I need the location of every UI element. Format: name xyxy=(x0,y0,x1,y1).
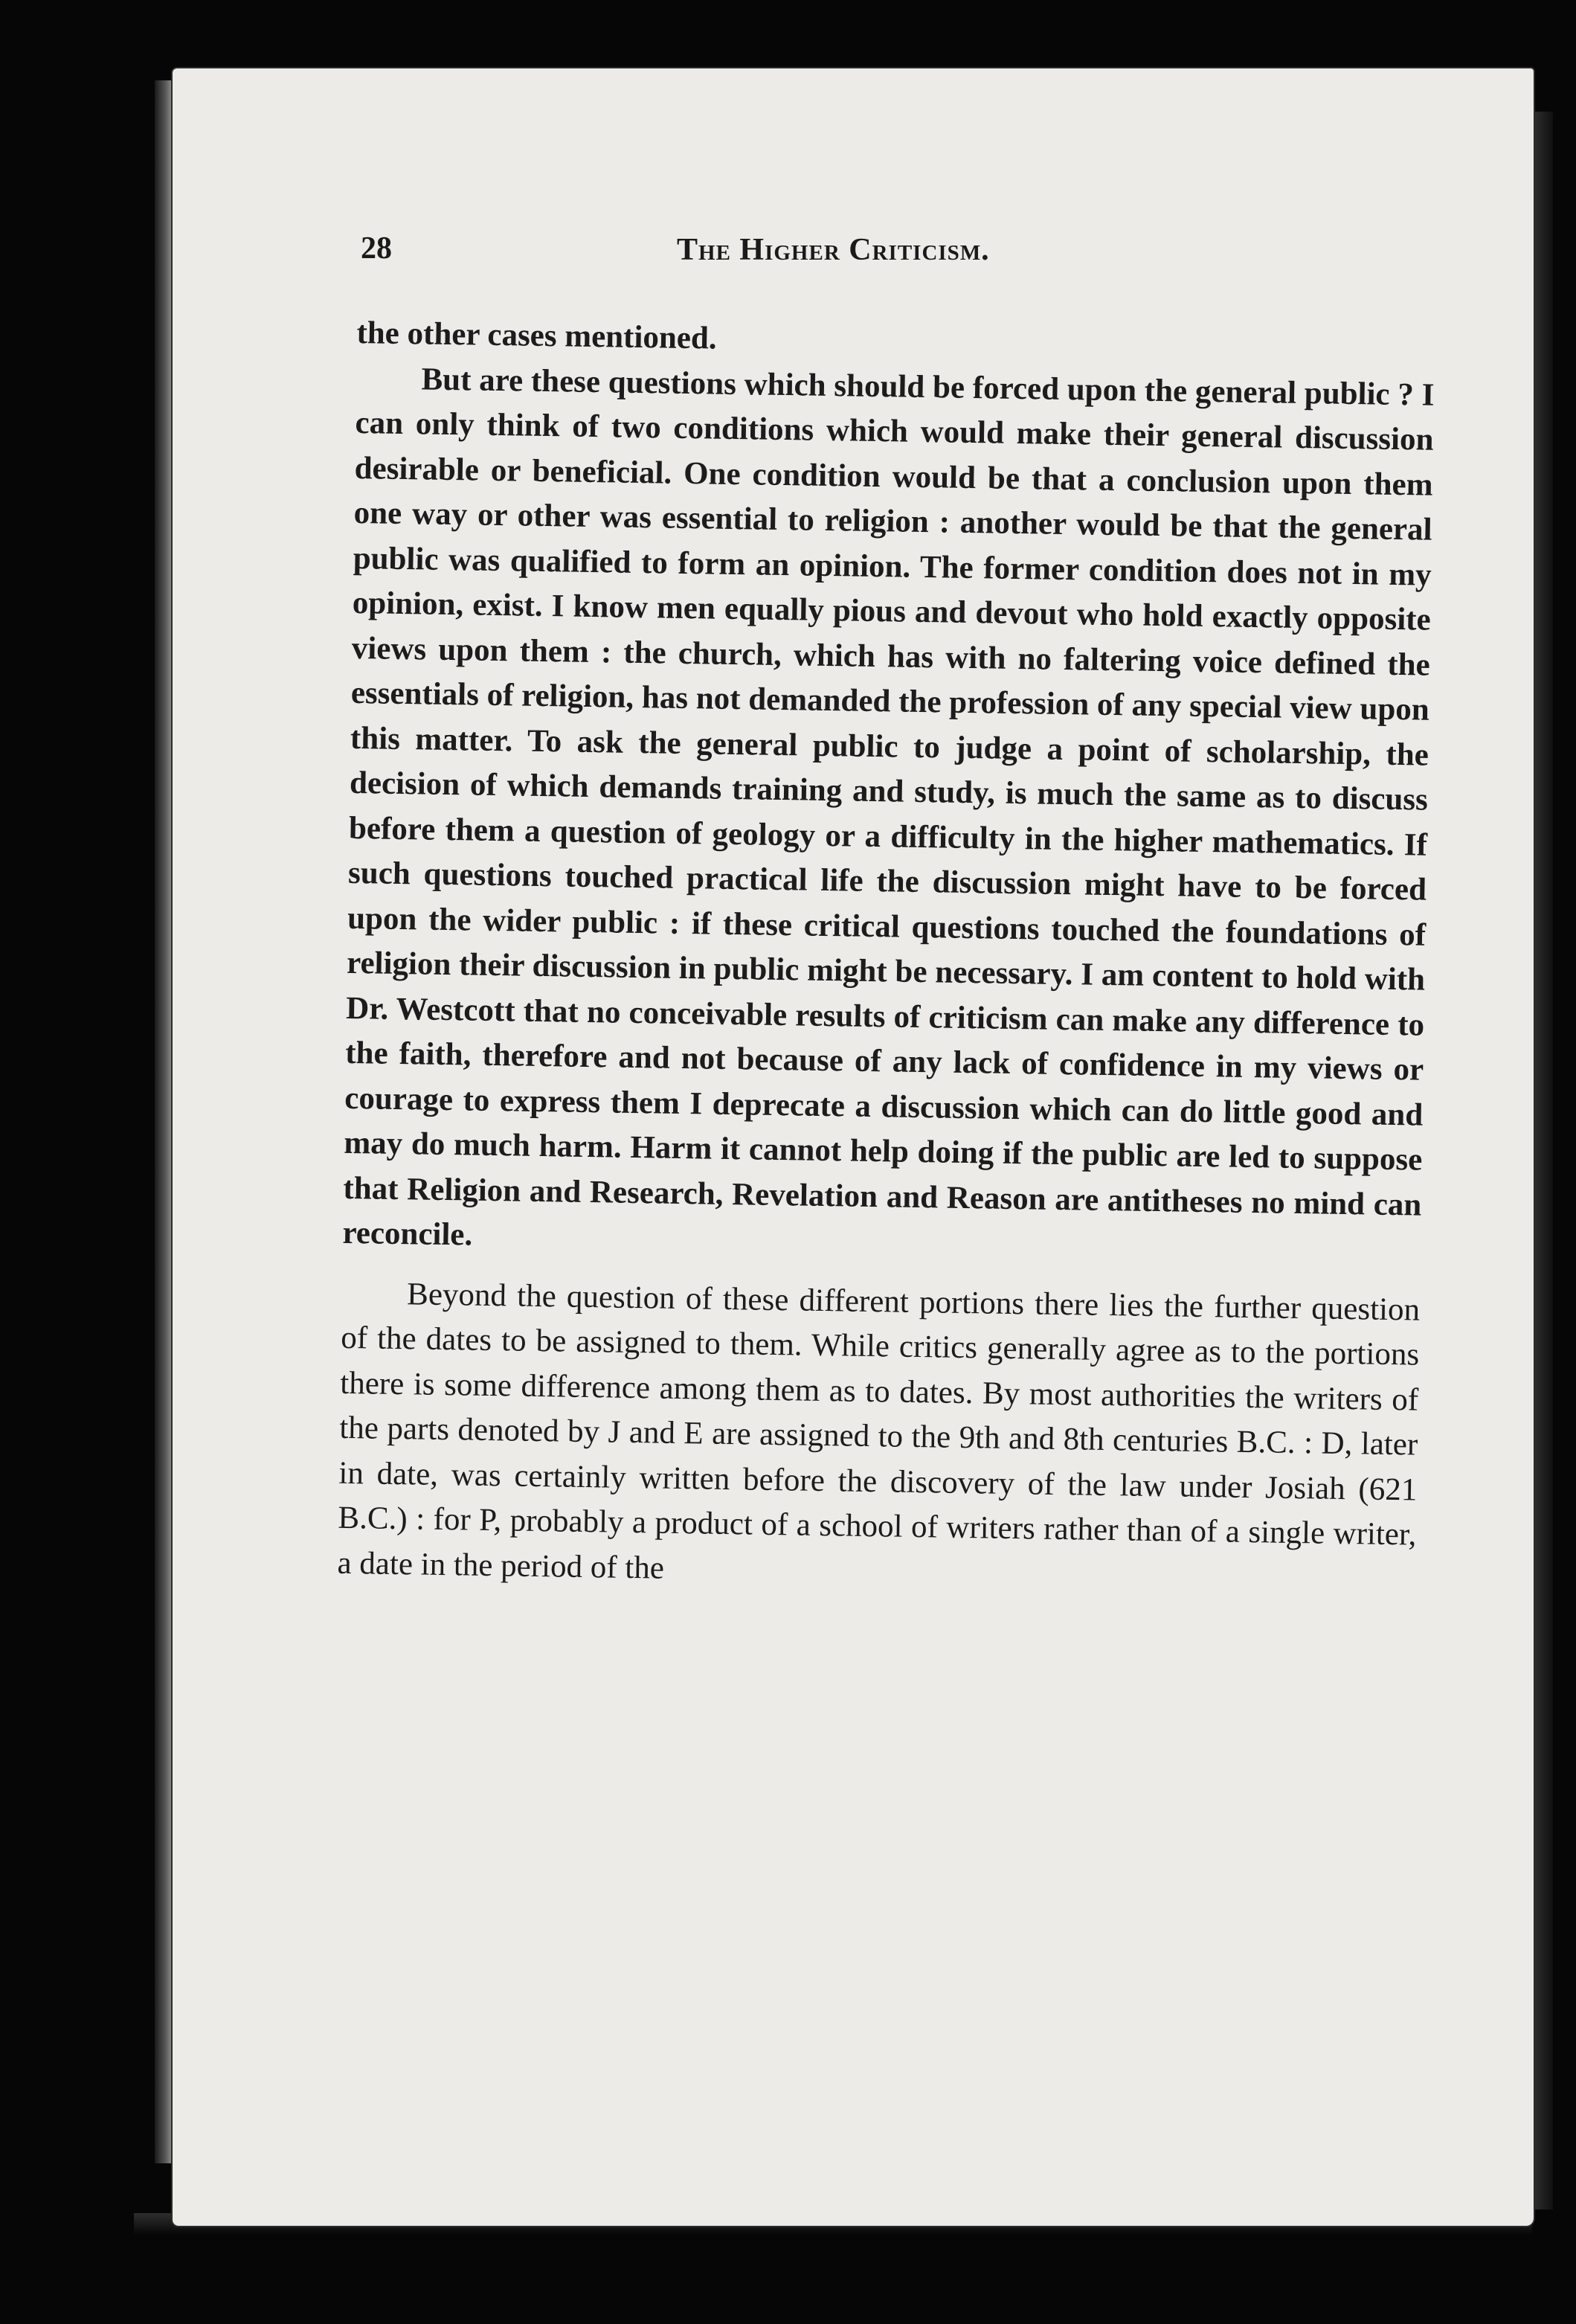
page-number: 28 xyxy=(361,231,392,266)
paragraph-public-discussion: But are these questions which should be forced upon the general public ? I can only think of two conditions which would make their general discussion desirable or beneficial. One condition would be that a conclusion upon them one way or other was essential to religion : another would be that the general public was qualified to form an opinion. The former condition does not in my opinion, exist. I know men equally pious and devout who hold exactly opposite views upon them : the church, which has with no faltering voice defined the essentials of religion, has not demanded the profession of any special view upon this matter. To ask the general public to judge a point of scholarship, the decision of which demands training and study, is much the same as to discuss before them a question of geology or a difficulty in the higher mathematics. If such questions touched practical life the discussion might have to be forced upon the wider public : if these critical questions touched the foundations of religion their discussion in public might be necessary. I am content to hold with Dr. Westcott that no conceivable results of criticism can make any difference to the faith, therefore and not because of any lack of confidence in my views or courage to express them I deprecate a discussion which can do little good and may do much harm. Harm it cannot help doing if the public are led to suppose that Religion and Research, Revelation and Reason are antitheses no mind can reconcile. xyxy=(342,361,1435,1253)
paragraph-continuation: the other cases mentioned. xyxy=(356,315,717,356)
paragraph-dates: Beyond the question of these different portions there lies the further question of the dates to be assigned to them. While critics generally agree as to the portions there is some difference among them as to dates. By most authorities the writers of the parts denoted by J and E are assigned to the 9th and 8th centuries B.C. : D, later in date, was certainly written before the discovery of the law under Josiah (621 B.C.) : for P, probably a product of a school of writers rather than of a single writer, a date in the period of the xyxy=(337,1276,1421,1586)
page-header xyxy=(361,231,1476,275)
page-body xyxy=(337,311,1435,1603)
running-title: The Higher Criticism. xyxy=(677,233,990,267)
